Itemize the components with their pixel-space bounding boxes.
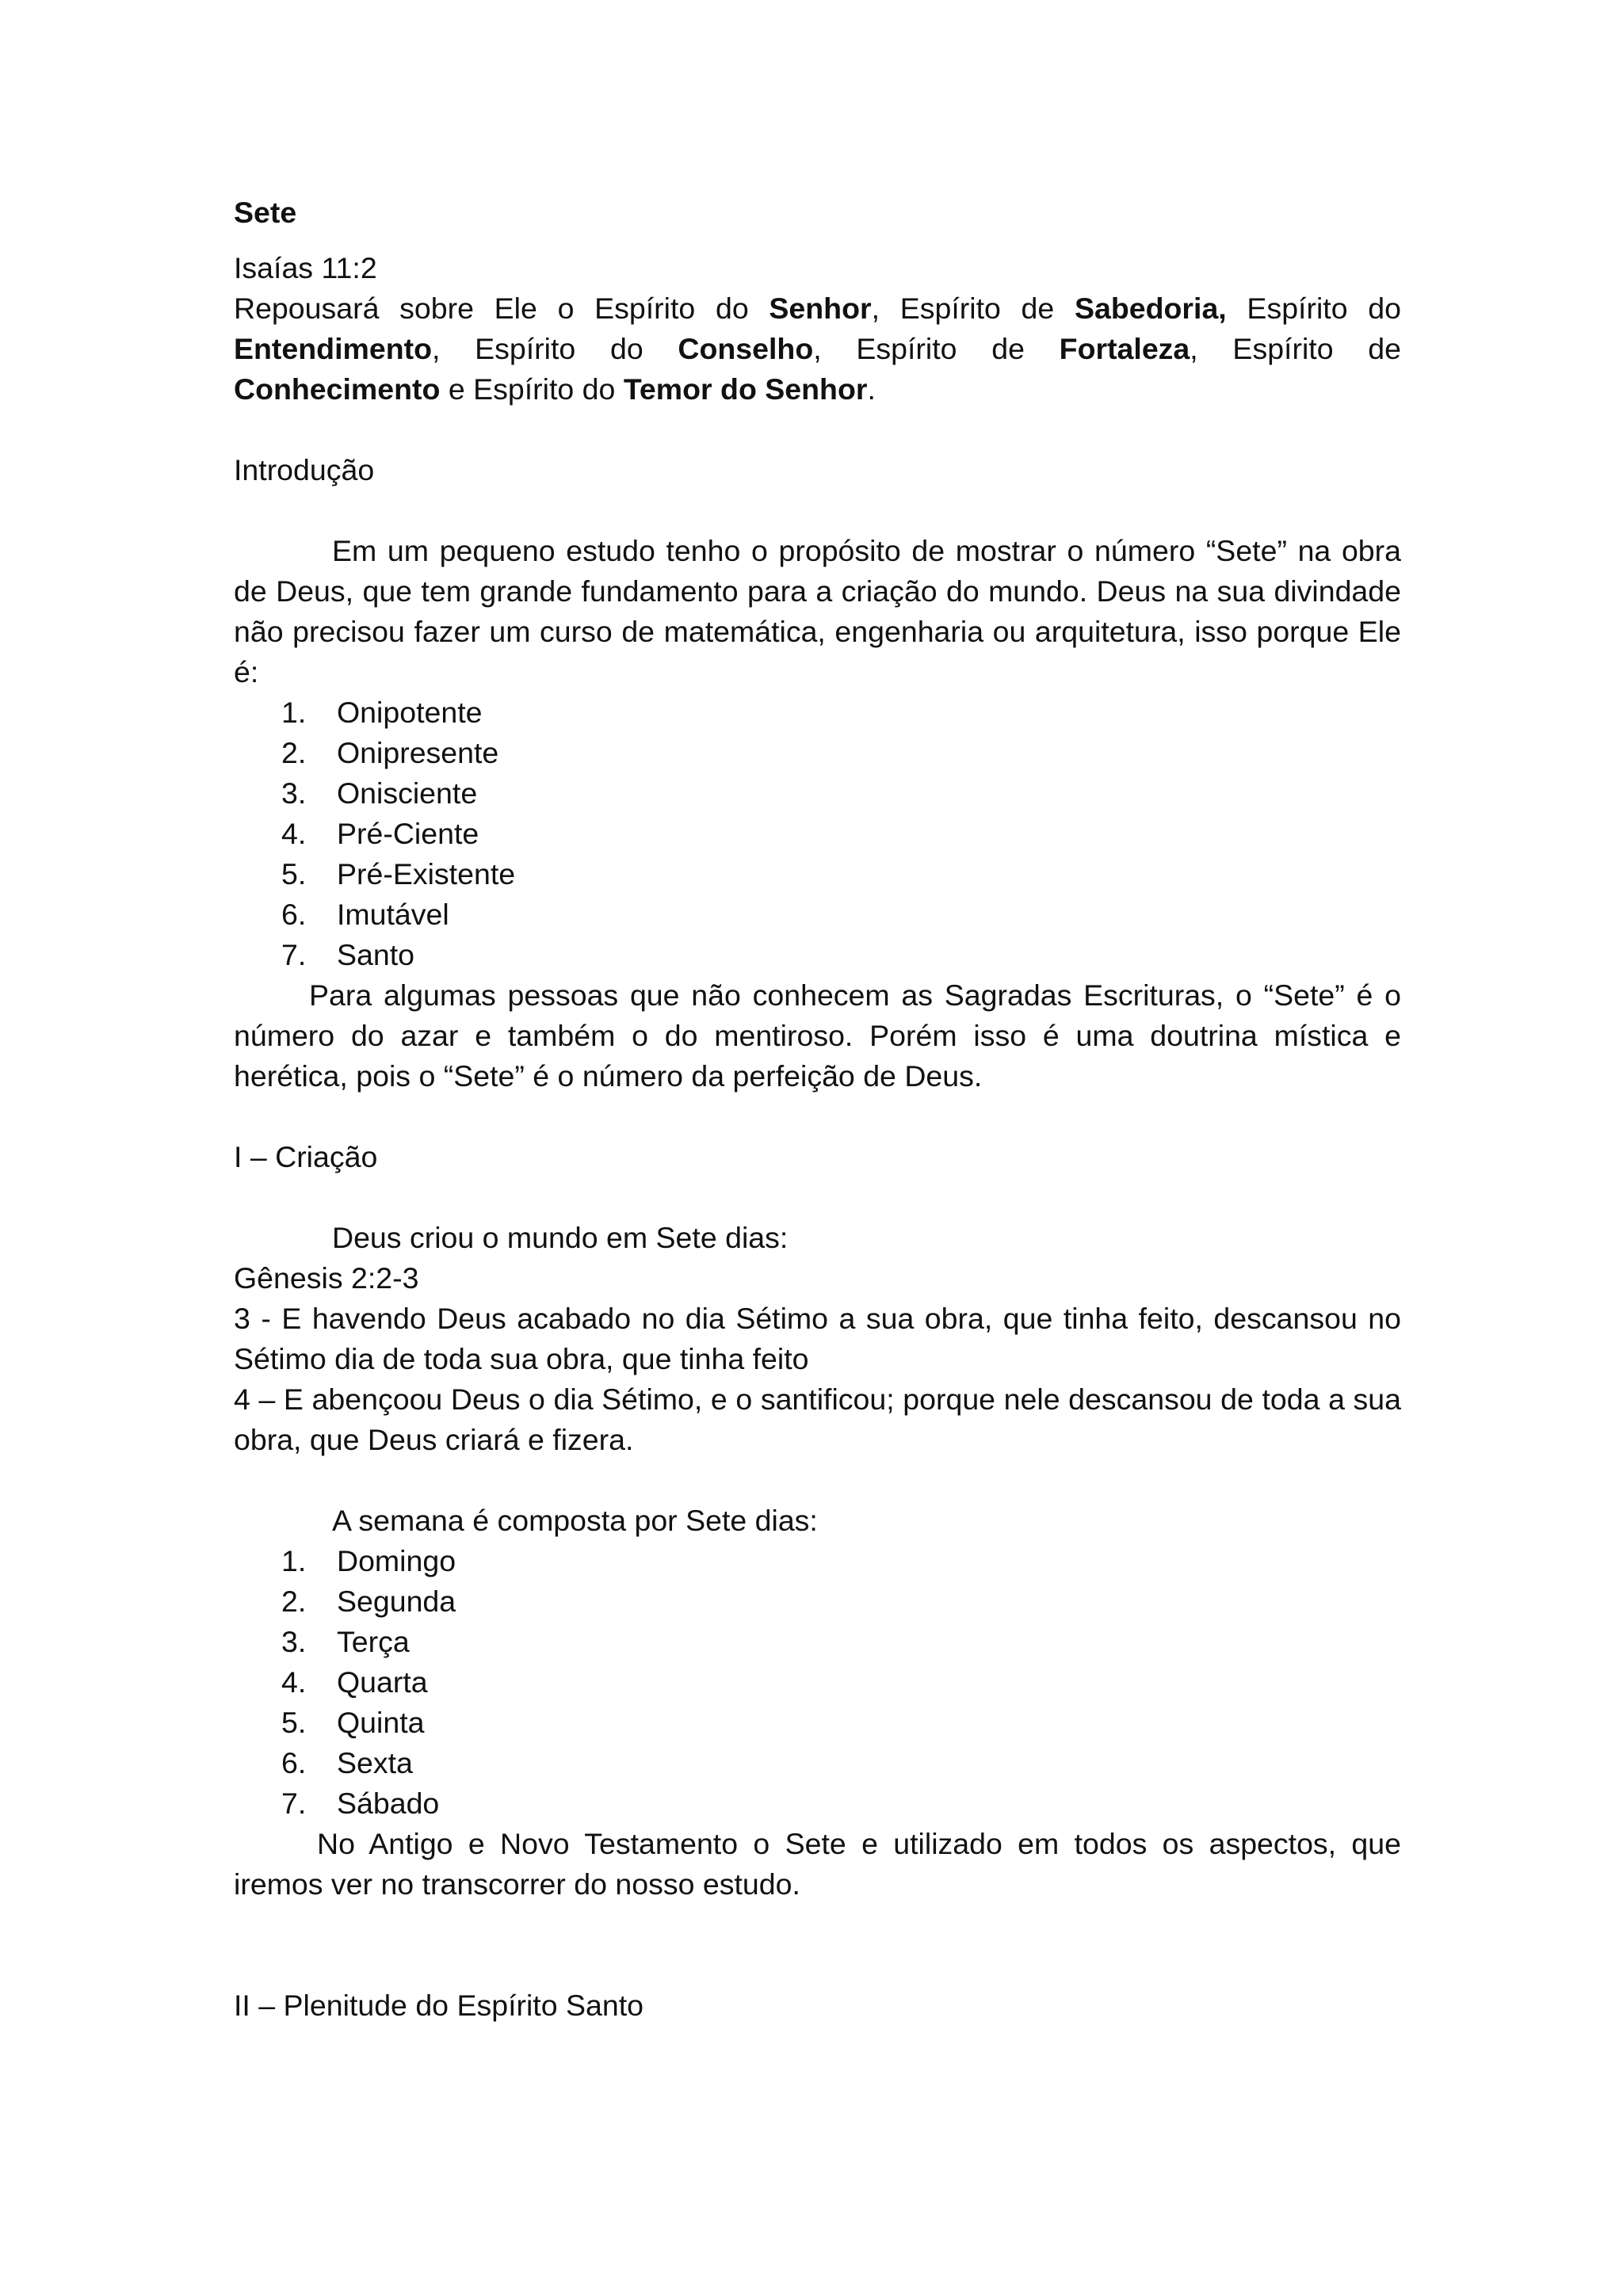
list-item: 5. Quinta — [234, 1703, 1401, 1743]
verse-bold-entendimento: Entendimento — [234, 332, 432, 365]
verse-bold-conselho: Conselho — [678, 332, 814, 365]
verse-reference: Isaías 11:2 — [234, 251, 377, 284]
list-item: 7. Sábado — [234, 1783, 1401, 1824]
verse-text-1: Repousará sobre Ele o Espírito do — [234, 292, 769, 325]
document-title: Sete — [234, 196, 297, 229]
verse-text-8: . — [867, 372, 876, 406]
list-item: 5. Pré-Existente — [234, 854, 1401, 894]
list-item: 1. Onipotente — [234, 692, 1401, 733]
verse-text-3: Espírito do — [1226, 292, 1401, 325]
section-heading-criacao: I – Criação — [234, 1140, 378, 1173]
verse-bold-temor: Temor do Senhor — [623, 372, 868, 406]
list-item: 1. Domingo — [234, 1541, 1401, 1581]
list-text: Quarta — [337, 1665, 428, 1699]
list-item: 7. Santo — [234, 935, 1401, 975]
list-item: 2. Onipresente — [234, 733, 1401, 773]
document-page — [234, 193, 1401, 2026]
list-text: Segunda — [337, 1585, 456, 1618]
list-text: Onipresente — [337, 736, 499, 769]
list-item: 4. Quarta — [234, 1662, 1401, 1703]
list-item: 6. Imutável — [234, 894, 1401, 935]
list-text: Terça — [337, 1625, 410, 1658]
verse-text — [234, 288, 1401, 410]
list-text: Santo — [337, 938, 414, 971]
verse-bold-fortaleza: Fortaleza — [1059, 332, 1190, 365]
list-item: 2. Segunda — [234, 1581, 1401, 1622]
verse-text-4: , Espírito do — [432, 332, 678, 365]
list-text: Quinta — [337, 1706, 425, 1739]
week-intro: A semana é composta por Sete dias: — [332, 1504, 818, 1537]
verse-bold-senhor: Senhor — [769, 292, 872, 325]
creation-intro: Deus criou o mundo em Sete dias: — [332, 1221, 789, 1254]
genesis-verse-3: 3 - E havendo Deus acabado no dia Sétimo a sua obra, que tinha feito, descansou no Sétimo dia de toda sua obra, que tinha feito — [234, 1302, 1401, 1375]
list-text: Pré-Existente — [337, 857, 516, 891]
attributes-list — [234, 692, 1401, 975]
verse-text-5: , Espírito de — [813, 332, 1060, 365]
weekdays-list — [234, 1541, 1401, 1824]
verse-text-2: , Espírito de — [871, 292, 1075, 325]
azar-paragraph: Para algumas pessoas que não conhecem as Sagradas Escrituras, o “Sete” é o número do azar e também o do mentiroso. Porém isso é uma doutrina mística e herética, pois o “Sete” é o número da perfeição de Deus. — [234, 978, 1401, 1093]
verse-bold-conhecimento: Conhecimento — [234, 372, 441, 406]
list-item: 3. Onisciente — [234, 773, 1401, 814]
intro-paragraph: Em um pequeno estudo tenho o propósito de mostrar o número “Sete” na obra de Deus, que tem grande fundamento para a criação do mundo. Deus na sua divindade não precisou fazer um curso de matemática, engenharia ou arquitetura, isso porque Ele é: — [234, 534, 1401, 688]
list-item: 6. Sexta — [234, 1743, 1401, 1783]
list-item: 3. Terça — [234, 1622, 1401, 1662]
list-item: 4. Pré-Ciente — [234, 814, 1401, 854]
list-text: Onipotente — [337, 696, 483, 729]
genesis-verse-4: 4 – E abençoou Deus o dia Sétimo, e o santificou; porque nele descansou de toda a sua obra, que Deus criará e fizera. — [234, 1383, 1401, 1456]
intro-heading: Introdução — [234, 453, 375, 486]
list-text: Sábado — [337, 1787, 440, 1820]
section-heading-plenitude: II – Plenitude do Espírito Santo — [234, 1989, 643, 2022]
testamento-paragraph: No Antigo e Novo Testamento o Sete e utilizado em todos os aspectos, que iremos ver no transcorrer do nosso estudo. — [234, 1827, 1401, 1901]
list-text: Imutável — [337, 898, 449, 931]
list-text: Domingo — [337, 1544, 456, 1577]
list-text: Onisciente — [337, 776, 478, 810]
list-text: Pré-Ciente — [337, 817, 479, 850]
verse-text-7: e Espírito do — [440, 372, 624, 406]
verse-bold-sabedoria: Sabedoria, — [1074, 292, 1227, 325]
verse-text-6: , Espírito de — [1190, 332, 1401, 365]
list-text: Sexta — [337, 1746, 413, 1779]
genesis-reference: Gênesis 2:2-3 — [234, 1261, 419, 1295]
